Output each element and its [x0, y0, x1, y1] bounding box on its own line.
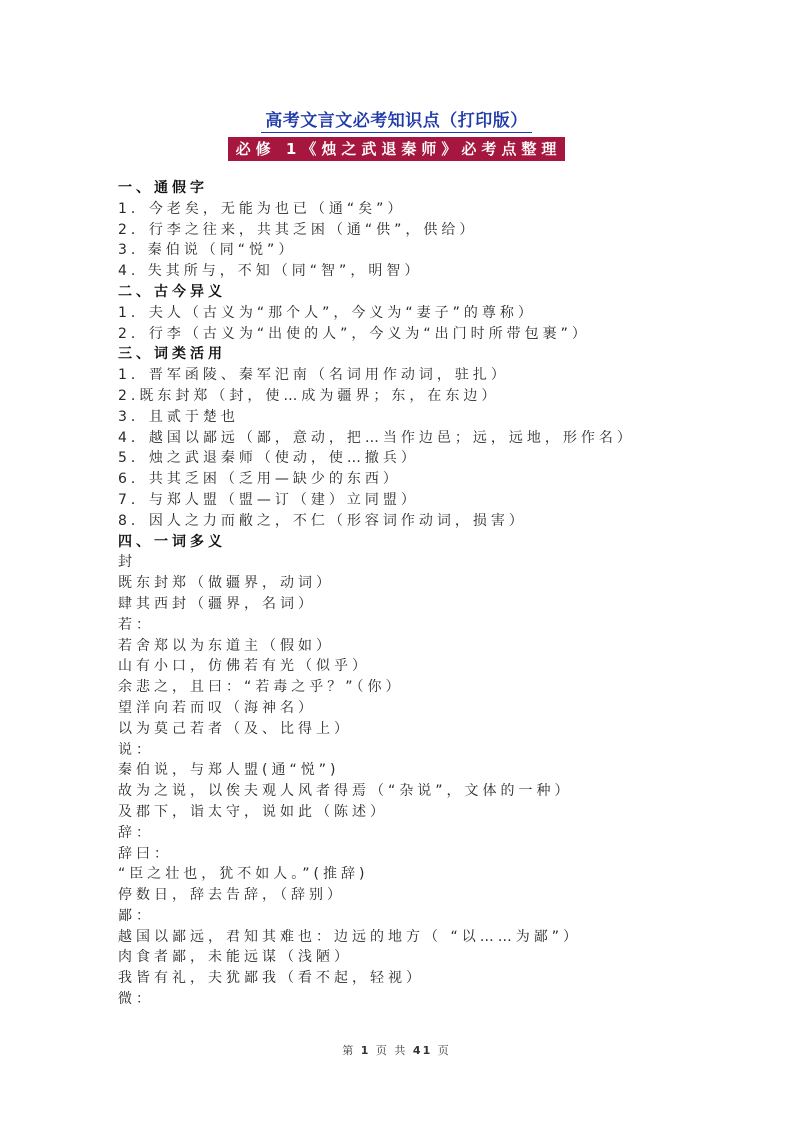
text-line: 肉食者鄙，未能远谋（浅陋）	[118, 949, 352, 966]
text-line: 4. 失其所与，不知（同“智”，明智）	[118, 263, 423, 280]
page-footer	[0, 1042, 793, 1058]
section-heading-tongjiazi: 一、通假字	[118, 180, 208, 196]
total-pages-number: 41	[412, 1044, 433, 1057]
term-label: 若：	[118, 616, 154, 633]
term-label: 辞：	[118, 824, 154, 841]
footer-middle: 页 共	[375, 1044, 408, 1057]
text-line: 辞曰：	[118, 845, 172, 862]
text-line: 7．与郑人盟（盟—订（建）立同盟）	[118, 491, 419, 508]
section-heading-yiciduoyi: 四、一词多义	[118, 533, 226, 550]
document-title	[0, 106, 793, 131]
footer-prefix: 第	[342, 1044, 356, 1057]
text-line: 6．共其乏困（乏用—缺少的东西）	[118, 471, 401, 488]
text-line: 5．烛之武退秦师（使动，使…撤兵）	[118, 450, 419, 467]
footer-suffix: 页	[437, 1044, 451, 1057]
term-label: 封	[118, 554, 136, 571]
text-line: 2.既东封郑（封，使…成为疆界；东，在东边）	[118, 387, 500, 404]
text-line: 山有小口，仿佛若有光（似乎）	[118, 658, 370, 675]
text-line: 1．夫人（古义为“那个人”，今义为“妻子”的尊称）	[118, 304, 536, 321]
text-line: 我皆有礼，夫犹鄙我（看不起，轻视）	[118, 970, 424, 987]
text-line: 1．今老矣，无能为也已（通“矣”）	[118, 200, 406, 217]
text-line: 既东封郑（做疆界，动词）	[118, 575, 334, 592]
text-line: 以为莫己若者（及、比得上）	[118, 720, 352, 737]
term-label: 微：	[118, 991, 154, 1008]
text-line: 8．因人之力而敝之，不仁（形容词作动词，损害）	[118, 512, 527, 529]
document-title-text: 高考文言文必考知识点（打印版）	[261, 111, 532, 133]
text-line: 余悲之，且曰：“若毒之乎？”（你）	[118, 679, 404, 696]
text-line: 望洋向若而叹（海神名）	[118, 699, 316, 716]
term-label: 说：	[118, 741, 154, 758]
text-line: 1．晋军函陵、秦军汜南（名词用作动词，驻扎）	[118, 367, 509, 384]
text-line: 及郡下，诣太守，说如此（陈述）	[118, 803, 388, 820]
text-line: 3．且贰于楚也	[118, 408, 239, 425]
text-line: 停数日，辞去告辞，（辞别）	[118, 887, 345, 904]
section-heading-cileihuoyong: 三、词类活用	[118, 346, 226, 363]
text-line: 3. 秦伯说（同“悦”）	[118, 242, 297, 259]
current-page-number: 1	[360, 1044, 371, 1057]
banner-wrap	[0, 137, 793, 161]
text-line: 故为之说，以俟夫观人风者得焉（“杂说”，文体的一种）	[118, 783, 573, 800]
text-line: 2．行李（古义为“出使的人”，今义为“出门时所带包裹”）	[118, 325, 590, 342]
term-label: 鄙：	[118, 907, 154, 924]
text-line: 肆其西封（疆界，名词）	[118, 595, 316, 612]
text-line: 2．行李之往来，共其乏困（通“供”，供给）	[118, 221, 478, 238]
chapter-banner: 必修 1《烛之武退秦师》必考点整理	[228, 137, 566, 161]
section-heading-gujinyiyi: 二、古今异义	[118, 283, 226, 300]
text-line: “臣之壮也，犹不如人。”(推辞)	[118, 866, 369, 883]
text-line: 若舍郑以为东道主（假如）	[118, 637, 334, 654]
text-line: 4．越国以鄙远（鄙，意动，把…当作边邑；远，远地，形作名）	[118, 429, 635, 446]
text-line: 秦伯说，与郑人盟(通“悦”)	[118, 762, 340, 779]
document-body	[118, 178, 718, 1010]
text-line: 越国以鄙远，君知其难也：边远的地方（ “以……为鄙”）	[118, 928, 581, 945]
